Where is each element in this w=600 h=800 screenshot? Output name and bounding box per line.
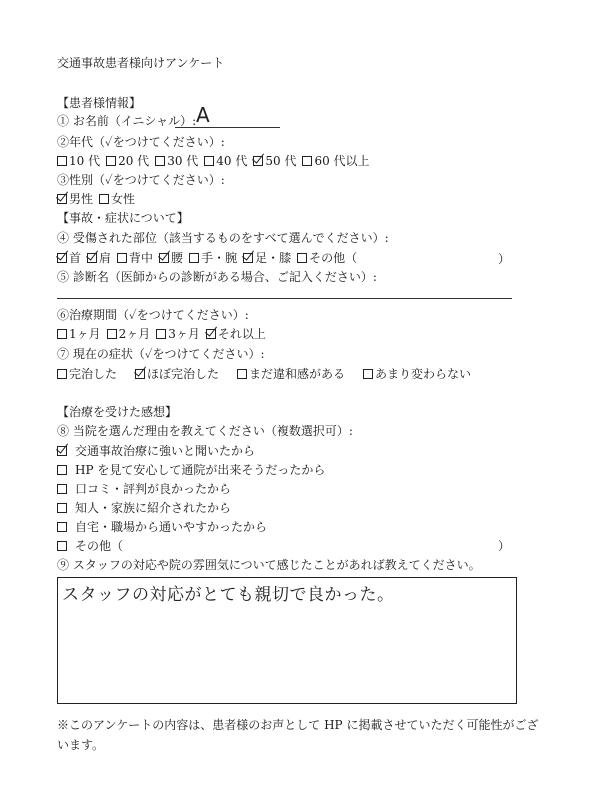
age-option[interactable]	[57, 153, 100, 169]
period-option[interactable]	[206, 326, 266, 342]
injury-part-option-label: 手・腕	[201, 251, 238, 265]
age-option-label: 30 代	[167, 154, 199, 168]
age-option[interactable]	[253, 153, 296, 169]
checked-checkbox[interactable]	[159, 253, 169, 263]
checked-checkbox[interactable]	[206, 329, 216, 339]
sex-option[interactable]	[99, 191, 135, 207]
period-option[interactable]	[107, 326, 151, 342]
reason-paren-close: ）	[498, 539, 511, 553]
status-option-label: 完治した	[69, 367, 118, 381]
injury-parts-label: ④ 受傷された部位（該当するものをすべて選んでください）:	[57, 231, 389, 245]
sex-option-label: 男性	[69, 192, 94, 206]
period-option[interactable]	[57, 326, 101, 342]
checkbox[interactable]	[302, 156, 312, 166]
checked-checkbox[interactable]	[57, 253, 67, 263]
staff-answer-box[interactable]	[57, 577, 517, 704]
checkbox[interactable]	[297, 253, 307, 263]
reason-option[interactable]	[57, 538, 123, 554]
checkbox[interactable]	[57, 369, 67, 379]
diagnosis-label: ⑤ 診断名（医師からの診断がある場合、ご記入ください）:	[57, 270, 377, 284]
status-option-label: まだ違和感がある	[249, 367, 346, 381]
checked-checkbox[interactable]	[87, 253, 97, 263]
checkbox[interactable]	[237, 369, 247, 379]
injury-parts-options	[57, 250, 357, 266]
name-field[interactable]: A	[196, 103, 210, 127]
checkbox[interactable]	[189, 253, 199, 263]
diagnosis-line[interactable]	[57, 298, 512, 299]
status-option[interactable]	[237, 366, 345, 382]
checked-checkbox[interactable]	[253, 156, 263, 166]
age-option[interactable]	[204, 153, 247, 169]
reason-option[interactable]	[57, 519, 267, 535]
status-option-label: ほぼ完治した	[147, 367, 220, 381]
checkbox[interactable]	[57, 329, 67, 339]
reason-option[interactable]	[57, 443, 255, 459]
staff-question-label: ⑨ スタッフの対応や院の雰囲気について感じたことがあれば教えてください。	[57, 558, 481, 572]
age-option[interactable]	[155, 153, 198, 169]
treatment-period-options	[57, 326, 266, 342]
section-heading-accident: 【事故・症状について】	[57, 211, 189, 225]
injury-part-option[interactable]	[243, 250, 291, 266]
period-option-label: それ以上	[217, 327, 266, 341]
section-heading-patient: 【患者様情報】	[57, 96, 142, 110]
reason-option[interactable]	[57, 462, 325, 478]
period-option[interactable]	[156, 326, 200, 342]
period-option-label: 1ヶ月	[69, 327, 101, 341]
reason-option-label: 自宅・職場から通いやすかったから	[75, 520, 268, 534]
age-option-label: 10 代	[69, 154, 101, 168]
injury-part-option[interactable]	[189, 250, 237, 266]
period-option-label: 3ヶ月	[168, 327, 200, 341]
injury-part-option-label: その他（	[309, 251, 358, 265]
injury-part-option-label: 足・膝	[255, 251, 292, 265]
status-option-label: あまり変わらない	[375, 367, 472, 381]
status-option[interactable]	[57, 366, 117, 382]
period-option-label: 2ヶ月	[118, 327, 151, 341]
checkbox[interactable]	[107, 329, 117, 339]
reason-option-label: 知人・家族に紹介されたから	[75, 501, 232, 515]
name-underline	[175, 127, 280, 128]
age-option-label: 40 代	[216, 154, 248, 168]
sex-label: ③性別（✓をつけてください）:	[57, 173, 225, 187]
section-heading-impressions: 【治療を受けた感想】	[57, 405, 178, 419]
checked-checkbox[interactable]	[57, 446, 67, 456]
current-status-label: ⑦ 現在の症状（✓をつけてください）:	[57, 347, 265, 361]
injury-part-option[interactable]	[87, 250, 111, 266]
current-status-options	[57, 366, 471, 382]
injury-part-option-label: 背中	[129, 251, 154, 265]
age-option[interactable]	[302, 153, 369, 169]
age-option-label: 20 代	[118, 154, 150, 168]
checkbox[interactable]	[57, 503, 67, 513]
parts-paren-close: ）	[498, 252, 511, 266]
footer-note: ※このアンケートの内容は、患者様のお声として HP に掲載させていただく可能性がございます。	[57, 718, 539, 752]
age-option[interactable]	[106, 153, 149, 169]
checkbox[interactable]	[57, 156, 67, 166]
checkbox[interactable]	[363, 369, 373, 379]
injury-part-option-label: 首	[69, 251, 82, 265]
checkbox[interactable]	[99, 194, 109, 204]
checkbox[interactable]	[156, 329, 166, 339]
reason-option-label: その他（	[75, 539, 124, 553]
checkbox[interactable]	[57, 522, 67, 532]
staff-answer-text: スタッフの対応がとても親切で良かった。	[62, 585, 395, 605]
checkbox[interactable]	[204, 156, 214, 166]
status-option[interactable]	[363, 366, 471, 382]
age-option-label: 60 代以上	[314, 154, 370, 168]
reason-option[interactable]	[57, 481, 231, 497]
reason-option-label: HP を見て安心して通院が出来そうだったから	[75, 463, 326, 477]
age-option-label: 50 代	[265, 154, 297, 168]
checkbox[interactable]	[117, 253, 127, 263]
checked-checkbox[interactable]	[57, 194, 67, 204]
status-option[interactable]	[135, 366, 219, 382]
reason-label: ⑧ 当院を選んだ理由を教えてください（複数選択可）:	[57, 424, 353, 438]
age-label: ②年代（✓をつけてください）:	[57, 135, 225, 149]
injury-part-option-label: 腰	[171, 251, 184, 265]
sex-option[interactable]	[57, 191, 93, 207]
age-options	[57, 153, 370, 169]
name-label: ① お名前（イニシャル）:	[57, 114, 197, 128]
injury-part-option[interactable]	[57, 250, 81, 266]
checked-checkbox[interactable]	[135, 369, 145, 379]
checked-checkbox[interactable]	[243, 253, 253, 263]
checkbox[interactable]	[155, 156, 165, 166]
treatment-period-label: ⑥治療期間（✓をつけてください）:	[57, 308, 249, 322]
checkbox[interactable]	[106, 156, 116, 166]
reason-option-label: 交通事故治療に強いと聞いたから	[75, 444, 256, 458]
sex-option-label: 女性	[111, 192, 136, 206]
checkbox[interactable]	[57, 465, 67, 475]
sex-options	[57, 191, 135, 207]
reason-option-label: 口コミ・評判が良かったから	[75, 482, 232, 496]
checkbox[interactable]	[57, 541, 67, 551]
document-title: 交通事故患者様向けアンケート	[57, 56, 225, 70]
reason-option[interactable]	[57, 500, 231, 516]
checkbox[interactable]	[57, 484, 67, 494]
injury-part-option-label: 肩	[99, 251, 112, 265]
injury-part-option[interactable]	[117, 250, 153, 266]
injury-part-option[interactable]	[159, 250, 183, 266]
injury-part-option[interactable]	[297, 250, 357, 266]
